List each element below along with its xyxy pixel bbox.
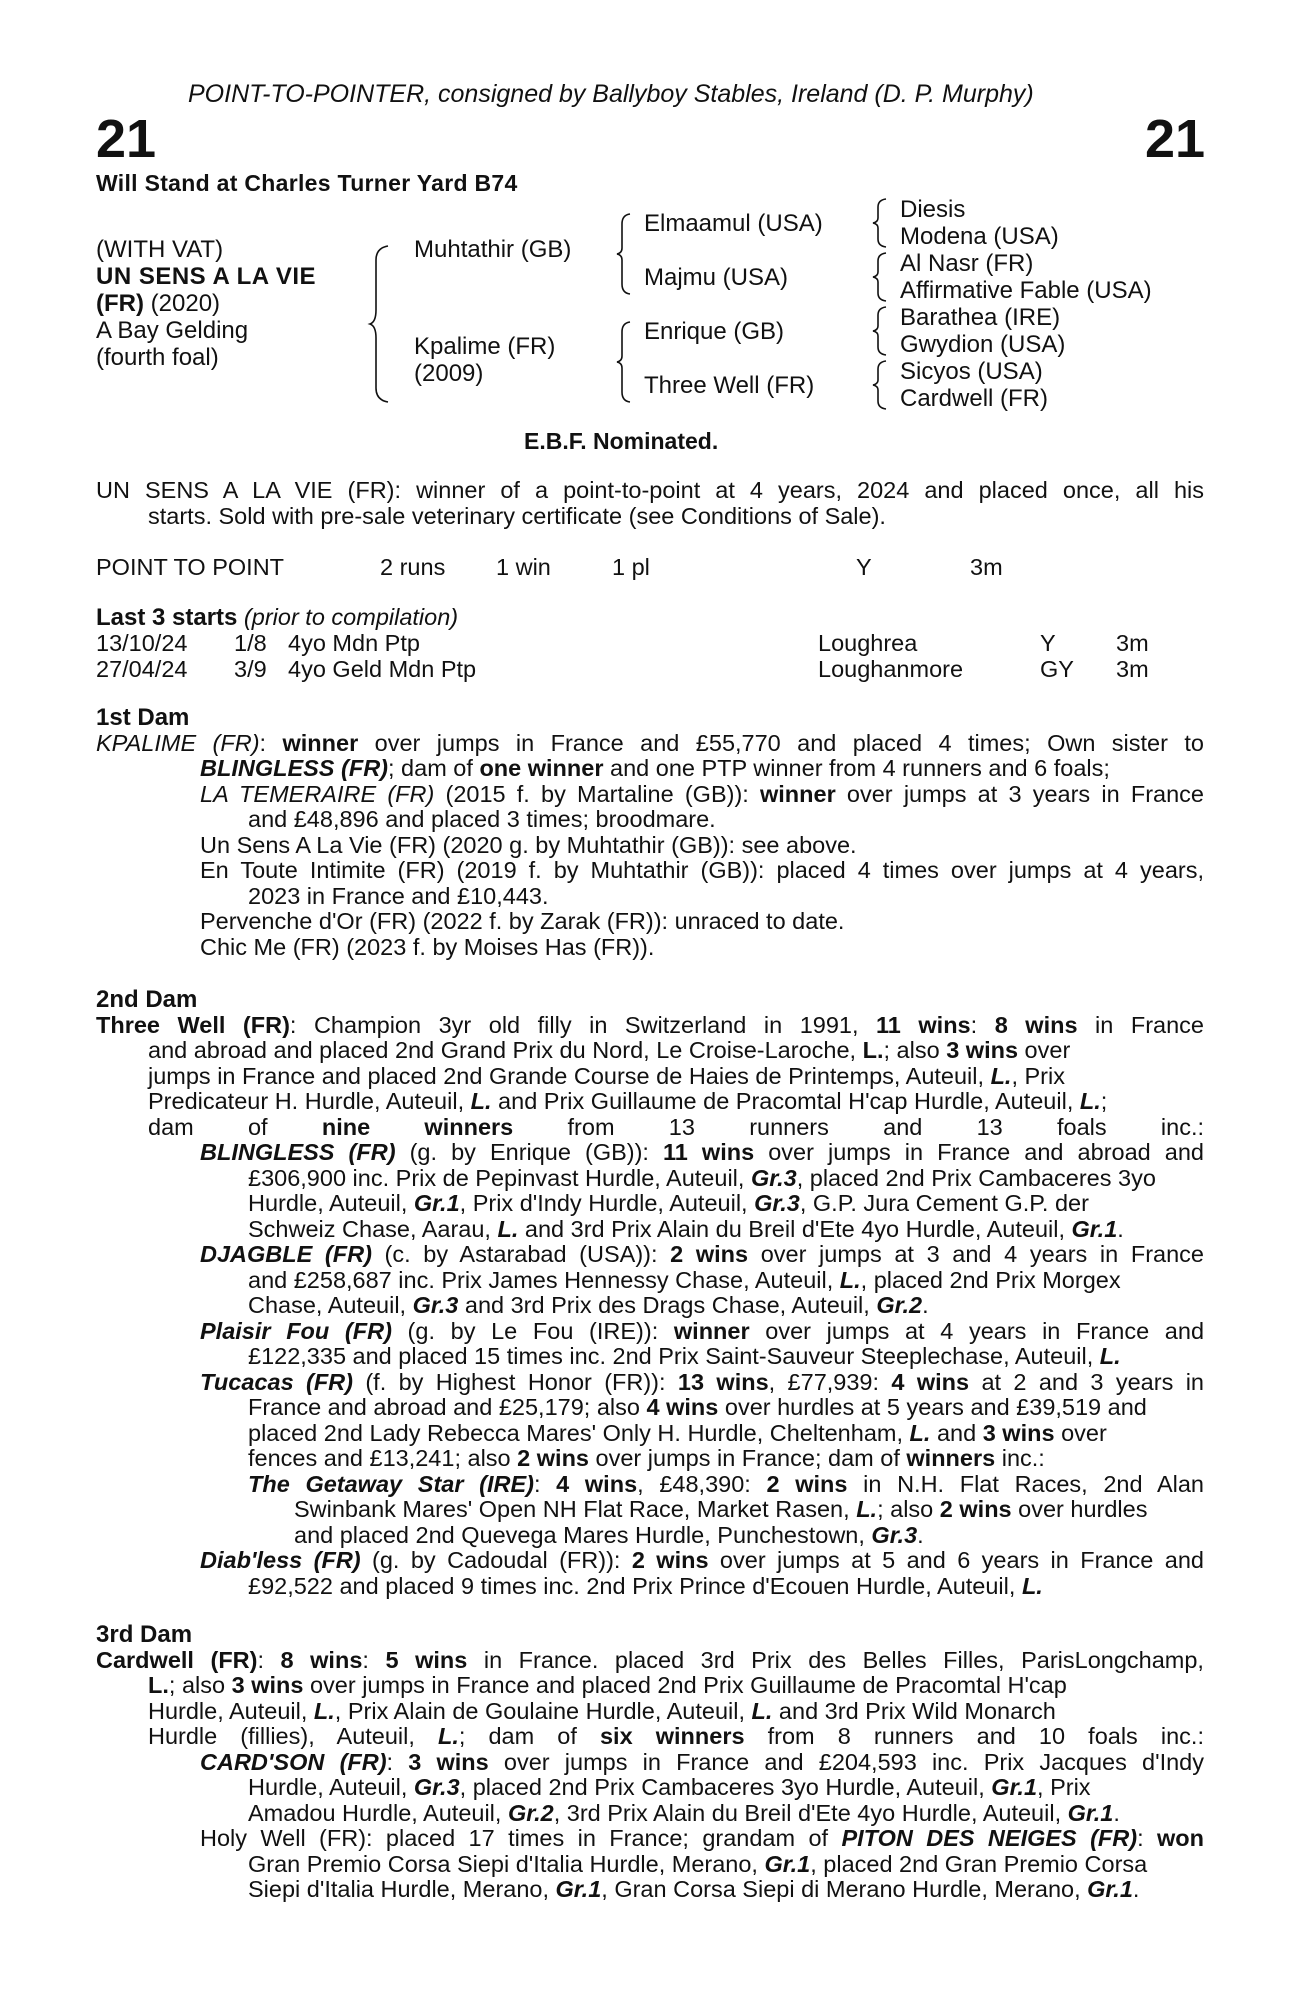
text-run: Holy Well (FR): placed 17 times in France; grandam of	[200, 1825, 842, 1851]
text-line: Chic Me (FR) (2023 f. by Moises Has (FR)).	[200, 933, 655, 960]
text-run: 8 wins	[994, 1011, 1078, 1038]
text-run: CARD'SON (FR)	[200, 1748, 387, 1775]
text-run: in France	[1077, 1011, 1204, 1038]
text-run: L.	[1099, 1343, 1121, 1369]
text-run: (c. by Astarabad (USA)):	[371, 1241, 671, 1267]
text-run: ;	[1100, 1088, 1108, 1114]
text-run: over jumps in France; dam of	[589, 1445, 907, 1471]
text-run: Gr.1	[1067, 1799, 1114, 1826]
text-run: ; also	[168, 1672, 232, 1698]
text-run: , Prix	[1037, 1774, 1091, 1800]
text-run: jumps in France and placed 2nd Grande Course de Haies de Printemps, Auteuil,	[148, 1062, 991, 1089]
gg-6: Gwydion (USA)	[900, 331, 1066, 358]
text-run: Gr.1	[1071, 1215, 1118, 1242]
sire-sire: Elmaamul (USA)	[644, 210, 823, 237]
text-run: Hurdle, Auteuil,	[148, 1697, 314, 1724]
text-run: 3 wins	[231, 1672, 304, 1698]
text-run: in N.H. Flat Races, 2nd Alan	[847, 1470, 1204, 1497]
text-run: L.	[990, 1062, 1012, 1089]
text-run: (g. by Le Fou (IRE)):	[391, 1317, 674, 1344]
text-run: L.	[862, 1037, 884, 1063]
summary	[96, 478, 1204, 529]
text-line	[96, 1421, 1204, 1447]
text-run: Hurdle, Auteuil,	[248, 1190, 414, 1216]
text-line	[96, 1648, 1204, 1674]
text-line	[96, 1877, 1204, 1903]
text-run: over jumps at 5 and 6 years in France and	[708, 1547, 1204, 1573]
second-dam-title: 2nd Dam	[96, 986, 198, 1013]
text-run: and 3rd Prix des Drags Chase, Auteuil,	[458, 1292, 877, 1318]
text-run: Swinbank Mares' Open NH Flat Race, Market Rasen,	[294, 1496, 857, 1522]
lot-number-left: 21	[96, 109, 157, 169]
text-run: 4 wins	[556, 1470, 638, 1497]
text-run: £306,900 inc. Prix de Pepinvast Hurdle, Auteuil,	[248, 1164, 751, 1191]
dam: Kpalime (FR)	[414, 333, 556, 360]
text-run: Siepi d'Italia Hurdle, Merano,	[248, 1876, 556, 1902]
text-run: France and abroad and £25,179; also	[248, 1394, 647, 1420]
text-line	[96, 756, 1204, 782]
text-line	[96, 1064, 1204, 1090]
brace-g4	[872, 359, 888, 411]
text-run: , placed 2nd Prix Cambaceres 3yo Hurdle, Auteuil,	[459, 1774, 992, 1800]
text-line	[96, 1293, 1204, 1319]
text-run: and one PTP winner from 4 runners and 6 foals;	[603, 755, 1110, 781]
brace-sire-parents	[616, 212, 632, 296]
text-run: Gr.2	[507, 1799, 554, 1826]
brace-g3	[872, 305, 888, 357]
ptp-runs: 2 runs	[380, 554, 446, 580]
text-line	[96, 1191, 1204, 1217]
text-line: starts. Sold with pre-sale veterinary certificate (see Conditions of Sale).	[148, 502, 886, 529]
text-run: Hurdle (fillies), Auteuil,	[148, 1723, 438, 1749]
stand-location: Will Stand at Charles Turner Yard B74	[96, 170, 518, 196]
brace-g1	[872, 197, 888, 249]
text-run: 2 wins	[517, 1445, 589, 1471]
text-run: in France. placed 3rd Prix des Belles Filles, ParisLongchamp,	[467, 1646, 1204, 1673]
text-run: ; dam of	[458, 1723, 600, 1749]
text-run: .	[917, 1521, 924, 1548]
text-run: , placed 2nd Gran Premio Corsa	[810, 1850, 1148, 1877]
text-run: Gr.1	[1087, 1876, 1133, 1902]
text-line	[96, 1242, 1204, 1268]
text-run: 3 wins	[946, 1037, 1019, 1063]
text-run: , £48,390:	[637, 1470, 767, 1497]
text-run: , Prix d'Indy Hurdle, Auteuil,	[459, 1190, 755, 1216]
horse-name: UN SENS A LA VIE	[96, 263, 317, 290]
text-run: and placed 2nd Quevega Mares Hurdle, Punchestown,	[294, 1521, 872, 1548]
text-run: over jumps in France and abroad and	[754, 1139, 1204, 1165]
text-line: Un Sens A La Vie (FR) (2020 g. by Muhtathir (GB)): see above.	[200, 831, 857, 858]
text-line	[96, 1038, 1204, 1064]
text-run: Diab'less (FR)	[200, 1547, 361, 1573]
text-run: Gr.2	[876, 1292, 923, 1318]
text-run: L.	[313, 1697, 335, 1724]
first-dam-title: 1st Dam	[96, 704, 190, 731]
text-run: , Gran Corsa Siepi di Merano Hurdle, Merano,	[601, 1876, 1088, 1902]
text-run: (2015 f. by Martaline (GB)):	[434, 780, 760, 807]
text-run: :	[533, 1470, 557, 1497]
text-run: over hurdles at 5 years and £39,519 and	[718, 1394, 1147, 1420]
ptp-going: Y	[856, 554, 872, 580]
text-run: winner	[760, 780, 836, 807]
text-run: Gr.1	[991, 1774, 1038, 1800]
text-run: over	[1018, 1037, 1071, 1063]
text-line	[96, 1548, 1204, 1574]
gg-5: Barathea (IRE)	[900, 304, 1061, 331]
text-run: placed 2nd Lady Rebecca Mares' Only H. Hurdle, Cheltenham,	[248, 1419, 910, 1446]
text-line	[96, 1826, 1204, 1852]
text-run: PITON DES NEIGES (FR)	[841, 1825, 1138, 1851]
sire-dam: Majmu (USA)	[644, 264, 789, 291]
text-run: £122,335 and placed 15 times inc. 2nd Prix Saint-Sauveur Steeplechase, Auteuil,	[248, 1343, 1100, 1369]
gg-4: Affirmative Fable (USA)	[900, 277, 1152, 304]
text-run: Gr.3	[413, 1774, 460, 1800]
text-run: over jumps in France and £204,593 inc. Prix Jacques d'Indy	[488, 1748, 1205, 1775]
text-run: Gr.3	[412, 1292, 459, 1318]
text-line	[96, 1775, 1204, 1801]
start-race: 4yo Mdn Ptp	[288, 630, 420, 656]
text-run: Gran Premio Corsa Siepi d'Italia Hurdle, Merano,	[248, 1850, 765, 1877]
text-run: , placed 2nd Prix Morgex	[860, 1266, 1121, 1293]
text-run: Gr.1	[555, 1876, 602, 1902]
text-line	[96, 1268, 1204, 1294]
start-position: 1/8	[234, 630, 267, 656]
text-run: 2 wins	[631, 1547, 709, 1573]
gg-2: Modena (USA)	[900, 223, 1059, 250]
ptp-placed: 1 pl	[612, 554, 650, 580]
text-run: 13 wins	[677, 1368, 769, 1395]
text-run: Schweiz Chase, Aarau,	[248, 1215, 498, 1242]
gg-8: Cardwell (FR)	[900, 385, 1049, 412]
horse-country-year	[96, 290, 220, 317]
text-run: over jumps at 3 years in France	[835, 780, 1204, 807]
text-run: winners	[906, 1445, 996, 1471]
text-line	[96, 1115, 1204, 1141]
text-run: (g. by Cadoudal (FR)):	[360, 1547, 632, 1573]
text-run: 11 wins	[663, 1139, 755, 1165]
text-line	[96, 1446, 1204, 1472]
text-run: 3 wins	[982, 1419, 1055, 1446]
lot-number-right: 21	[1145, 109, 1206, 169]
text-run: .	[1132, 1876, 1140, 1902]
text-run: and 3rd Prix Wild Monarch	[772, 1697, 1056, 1724]
text-run: 2 wins	[670, 1241, 749, 1267]
text-run: Predicateur H. Hurdle, Auteuil,	[148, 1088, 471, 1114]
start-going: Y	[1040, 630, 1056, 656]
text-run: Gr.3	[754, 1190, 800, 1216]
text-line	[96, 1699, 1204, 1725]
text-run: Gr.1	[413, 1190, 460, 1216]
text-run: BLINGLESS (FR)	[200, 1139, 396, 1165]
text-run: Tucacas (FR)	[200, 1368, 353, 1395]
horse-country: (FR)	[96, 290, 144, 317]
text-line: and £48,896 and placed 3 times; broodmare.	[248, 806, 716, 832]
text-run: , Prix Alain de Goulaine Hurdle, Auteuil,	[334, 1697, 752, 1724]
dam-dam: Three Well (FR)	[644, 372, 815, 399]
text-run: 8 wins	[280, 1646, 363, 1673]
text-line	[96, 1395, 1204, 1421]
text-run: DJAGBLE (FR)	[200, 1241, 372, 1267]
text-line	[96, 1801, 1204, 1827]
text-run: , £77,939:	[768, 1368, 892, 1395]
text-run: L.	[497, 1215, 519, 1242]
text-run: over hurdles	[1011, 1496, 1148, 1522]
text-run: 11 wins	[876, 1011, 971, 1038]
text-line	[96, 1724, 1204, 1750]
text-run: Gr.3	[871, 1521, 918, 1548]
text-run: Gr.1	[764, 1850, 811, 1877]
text-run: 2 wins	[939, 1496, 1012, 1522]
text-run: six winners	[599, 1723, 745, 1749]
vat-note: (WITH VAT)	[96, 236, 224, 263]
ptp-wins: 1 win	[496, 554, 551, 580]
text-run: and £258,687 inc. Prix James Hennessy Chase, Auteuil,	[248, 1266, 840, 1293]
text-line	[96, 1750, 1204, 1776]
text-run: .	[1113, 1799, 1120, 1826]
text-run: fences and £13,241; also	[248, 1445, 518, 1471]
ptp-label: POINT TO POINT	[96, 554, 285, 580]
start-distance: 3m	[1116, 630, 1149, 656]
text-run: one winner	[479, 755, 604, 781]
text-run: Three Well (FR)	[96, 1011, 290, 1038]
start-date: 13/10/24	[96, 630, 188, 656]
sire: Muhtathir (GB)	[414, 236, 572, 263]
text-line	[96, 1472, 1204, 1498]
text-run: Gr.3	[750, 1164, 797, 1191]
dam-sire: Enrique (GB)	[644, 318, 785, 345]
start-date: 27/04/24	[96, 656, 188, 682]
text-run: L.	[856, 1496, 878, 1522]
text-run: .	[1117, 1215, 1124, 1242]
text-run: :	[1137, 1825, 1158, 1851]
text-run: : Champion 3yr old filly in Switzerland in 1991,	[289, 1011, 877, 1038]
text-run: L.	[470, 1088, 492, 1114]
text-line	[96, 1319, 1204, 1345]
text-run: £92,522 and placed 9 times inc. 2nd Prix Prince d'Ecouen Hurdle, Auteuil,	[248, 1572, 1022, 1599]
text-line: Pervenche d'Or (FR) (2022 f. by Zarak (FR)): unraced to date.	[200, 908, 845, 934]
text-run: and 3rd Prix Alain du Breil d'Ete 4yo Hurdle, Auteuil,	[518, 1215, 1072, 1242]
text-run: over jumps at 4 years in France and	[749, 1317, 1205, 1344]
horse-year: (2020)	[143, 290, 221, 317]
text-line	[96, 731, 1204, 757]
text-run: 4 wins	[646, 1394, 719, 1420]
text-run: 2 wins	[766, 1470, 848, 1497]
consignment-line: POINT-TO-POINTER, consigned by Ballyboy Stables, Ireland (D. P. Murphy)	[188, 80, 1034, 108]
text-run: The Getaway Star (IRE)	[248, 1470, 534, 1497]
last-starts-title: Last 3 starts (prior to compilation)	[96, 604, 459, 631]
text-line	[96, 1523, 1204, 1549]
text-run: :	[257, 1646, 281, 1673]
text-run: and abroad and placed 2nd Grand Prix du Nord, Le Croise-Laroche,	[148, 1037, 863, 1063]
text-run: L.	[437, 1723, 459, 1749]
text-run: inc.:	[995, 1445, 1045, 1471]
start-going: GY	[1040, 656, 1074, 682]
text-run: nine winners	[321, 1113, 514, 1140]
text-run: over jumps at 3 and 4 years in France	[748, 1241, 1204, 1267]
text-run: , placed 2nd Prix Cambaceres 3yo	[796, 1164, 1156, 1191]
text-run: dam of	[148, 1113, 322, 1140]
text-line	[96, 1574, 1204, 1600]
text-run: ; also	[883, 1037, 947, 1063]
text-run: :	[362, 1646, 386, 1673]
text-run: Cardwell (FR)	[96, 1646, 258, 1673]
text-run: L.	[148, 1672, 169, 1698]
brace-g2	[872, 251, 888, 303]
text-run: Plaisir Fou (FR)	[200, 1317, 392, 1344]
text-run: , 3rd Prix Alain du Breil d'Ete 4yo Hurdle, Auteuil,	[553, 1799, 1068, 1826]
third-dam-title: 3rd Dam	[96, 1621, 193, 1648]
text-run: over jumps in France and placed 2nd Prix Guillaume de Pracomtal H'cap	[303, 1672, 1067, 1698]
text-run: , G.P. Jura Cement G.P. der	[799, 1190, 1089, 1216]
text-run: :	[970, 1011, 995, 1038]
gg-3: Al Nasr (FR)	[900, 250, 1034, 277]
text-run: :	[386, 1748, 409, 1775]
start-course: Loughrea	[818, 630, 918, 656]
third-dam-section	[96, 1622, 1204, 1903]
text-run: BLINGLESS (FR)	[200, 755, 388, 781]
gg-7: Sicyos (USA)	[900, 358, 1043, 385]
text-line: 2023 in France and £10,443.	[248, 882, 549, 909]
foal-number: (fourth foal)	[96, 344, 219, 371]
ebf-nominated: E.B.F. Nominated.	[524, 428, 719, 454]
text-run: :	[259, 729, 283, 756]
text-line: En Toute Intimite (FR) (2019 f. by Muhtathir (GB)): placed 4 times over jumps at 4 years,	[200, 857, 1204, 883]
text-run: L.	[1021, 1572, 1043, 1599]
text-line	[96, 1344, 1204, 1370]
gg-1: Diesis	[900, 196, 966, 223]
ptp-distance: 3m	[970, 554, 1003, 580]
text-run: at 2 and 3 years in	[969, 1368, 1204, 1395]
horse-description: A Bay Gelding	[96, 317, 249, 344]
text-run: 5 wins	[385, 1646, 468, 1673]
text-run: ; also	[877, 1496, 940, 1522]
text-run: L.	[839, 1266, 861, 1293]
text-line	[96, 1013, 1204, 1039]
text-line	[96, 1370, 1204, 1396]
text-run: KPALIME (FR)	[96, 729, 260, 756]
text-line	[96, 1140, 1204, 1166]
text-run: over jumps in France and £55,770 and placed 4 times; Own sister to	[358, 729, 1204, 756]
text-line	[96, 1089, 1204, 1115]
text-run: over	[1054, 1419, 1107, 1446]
text-run: ; dam of	[388, 755, 480, 781]
text-line	[96, 1673, 1204, 1699]
text-run: Amadou Hurdle, Auteuil,	[248, 1799, 508, 1826]
text-run: 3 wins	[408, 1748, 489, 1775]
text-line	[96, 1497, 1204, 1523]
second-dam-section	[96, 987, 1204, 1599]
text-line	[96, 1852, 1204, 1878]
brace-sire-dam	[370, 244, 390, 404]
text-run: and Prix Guillaume de Pracomtal H'cap Hurdle, Auteuil,	[491, 1088, 1080, 1114]
text-run: from 8 runners and 10 foals inc.:	[744, 1723, 1204, 1749]
text-run: winner	[673, 1317, 750, 1344]
text-run: L.	[1079, 1088, 1101, 1114]
text-run: , Prix	[1011, 1062, 1065, 1089]
start-race: 4yo Geld Mdn Ptp	[288, 656, 477, 682]
text-run: winner	[282, 729, 359, 756]
text-line	[96, 1217, 1204, 1243]
text-run: 4 wins	[891, 1368, 970, 1395]
text-run: .	[922, 1292, 929, 1318]
text-run: won	[1157, 1825, 1205, 1851]
text-run: and	[930, 1419, 983, 1446]
start-course: Loughanmore	[818, 656, 964, 682]
first-dam-section	[96, 705, 1204, 960]
dam-year: (2009)	[414, 360, 484, 387]
start-distance: 3m	[1116, 656, 1149, 682]
text-run: Chase, Auteuil,	[248, 1292, 413, 1318]
text-line	[96, 782, 1204, 808]
text-run: LA TEMERAIRE (FR)	[200, 780, 435, 807]
text-run: (g. by Enrique (GB)):	[395, 1139, 664, 1165]
text-run: from 13 runners and 13 foals inc.:	[513, 1113, 1205, 1140]
text-line	[96, 1166, 1204, 1192]
text-run: Hurdle, Auteuil,	[248, 1774, 414, 1800]
text-line: UN SENS A LA VIE (FR): winner of a point-to-point at 4 years, 2024 and placed once, all his	[96, 477, 1204, 503]
brace-dam-parents	[616, 320, 632, 404]
text-run: (f. by Highest Honor (FR)):	[352, 1368, 678, 1395]
text-run: L.	[751, 1697, 773, 1724]
text-run: L.	[909, 1419, 931, 1446]
start-position: 3/9	[234, 656, 267, 682]
